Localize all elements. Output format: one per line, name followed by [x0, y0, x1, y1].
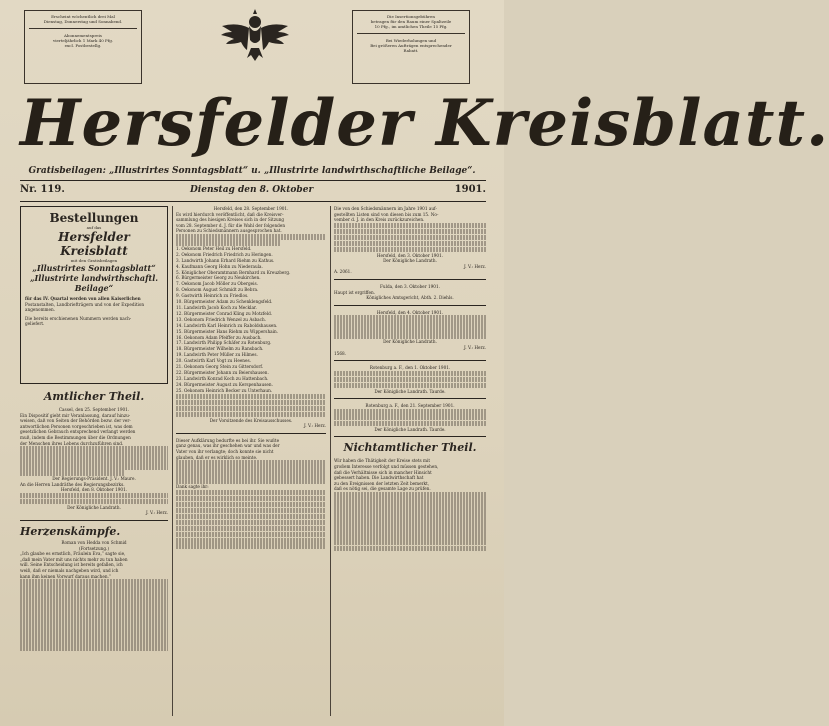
- illegible-text-line: [20, 621, 168, 627]
- notice-signature-3: Der Königliche Landrath.: [383, 339, 437, 345]
- illegible-text-line: [334, 534, 486, 540]
- notice-intro-4: Personen zu Schiedsmännern ausgesprochen hat.: [176, 228, 282, 234]
- official-signature-2: Der Königliche Landrath.: [67, 504, 121, 510]
- notice-text-2: gestellten Listen sind von diesen bis zum 15. No-: [334, 211, 439, 217]
- notice-title: Bestellungen: [49, 211, 139, 225]
- illegible-text-line: [334, 409, 486, 415]
- arbitrator-list-item: 7. Oekonom Jacob Möller zu Obergeis.: [176, 281, 258, 287]
- arbitrator-list-item: 16. Oekonom Adam Pfeiffer zu Ausbach.: [176, 334, 262, 340]
- feuilleton-continuation: (Fortsetzung.): [78, 545, 110, 551]
- subscription-info-box: [24, 10, 142, 84]
- illegible-text-line: [334, 327, 486, 333]
- supplements-line: Gratisbeilagen: „Illustrirtes Sonntagsblatt“ u. „Illustrirte landwirthschaftliche Beilage“.: [28, 166, 476, 176]
- illegible-text-line: [176, 478, 326, 484]
- official-text-4: gesetzlichen Gebrauch entsprechend verlangt werden: [20, 429, 136, 435]
- illegible-text-line: [20, 633, 168, 639]
- feuilleton-heading: Herzenskämpfe.: [20, 525, 121, 539]
- notice-dateline-3: Hersfeld, den 4. Oktober 1901.: [376, 309, 444, 315]
- illegible-text-line: [176, 466, 326, 472]
- illegible-text-line: [20, 609, 168, 615]
- notice-intro-1: Es wird hierdurch veröffentlicht, daß die Kreisver-: [176, 211, 284, 217]
- story-text-4: glauben, daß er es wirklich so meinte.: [176, 454, 258, 460]
- nonofficial-section-heading: Nichtamtlicher Theil.: [343, 441, 477, 455]
- notice-paper-name: Hersfelder Kreisblatt: [58, 230, 130, 258]
- illegible-text-line: [334, 315, 486, 321]
- notice-body-3: Die bereits erschienenen Nummern werden nach-: [25, 315, 132, 321]
- list-signature: Der Vorsitzende des Kreisausschusses.: [209, 417, 293, 423]
- feuilleton-text-5: kann ihm keinen Vorwurf daraus machen.“: [20, 573, 111, 579]
- arbitrator-list-item: 9. Gastwirth Heinrich zu Friedlos.: [176, 293, 249, 299]
- list-signature-2: J. V.: Herz.: [303, 423, 326, 429]
- publication-schedule: Erscheint wöchentlich drei Mal: [51, 14, 115, 19]
- illegible-text-line: [334, 371, 486, 377]
- notice-dateline-4: Rotenburg a. F., den 1. Oktober 1901.: [369, 365, 451, 371]
- illegible-text-line: [176, 520, 326, 526]
- notice-number-1: A. 2061.: [334, 269, 352, 275]
- arbitrator-list-item: 14. Landwirth Karl Heinrich zu Raboldshausen.: [176, 322, 278, 328]
- notice-text-1: Die von den Schiedsmännern im Jahre 1901 auf-: [334, 206, 437, 211]
- feuilleton-text-1: „Ich glaube es ernstlich, Fräulein Eva,“ sagte sie,: [20, 551, 126, 557]
- subscription-price-label: Abonnementspreis: [64, 33, 102, 38]
- notice-dateline-1: Hersfeld, den 3. Oktober 1901.: [376, 252, 444, 258]
- eagle-emblem-icon: [220, 8, 290, 64]
- illegible-text-line: [176, 400, 326, 406]
- arbitrator-list-item: 3. Landwirth Johann Erhard Riehm zu Kathus.: [176, 257, 275, 263]
- illegible-text-line: [20, 493, 168, 499]
- arbitrator-list-item: 1. Oekonom Peter Heil zu Hersfeld.: [176, 245, 252, 251]
- column-3: [334, 206, 486, 720]
- illegible-text-line: [334, 377, 486, 383]
- illegible-text-line: [20, 591, 168, 597]
- arbitrator-list-item: 10. Bürgermeister Adam zu Schenklengsfeld.: [176, 299, 273, 305]
- illegible-text-line: [20, 603, 168, 609]
- box-divider: [29, 28, 137, 29]
- illegible-text-line: [334, 516, 486, 522]
- illegible-text-line: [334, 522, 486, 528]
- illegible-text-line: [20, 579, 168, 585]
- ad-discount-word: Rabatt.: [403, 48, 419, 53]
- illegible-text-line: [334, 498, 486, 504]
- arbitrator-list-item: 5. Königlicher Oberamtmann Bernhard zu Kreuzberg.: [176, 269, 291, 275]
- bottom-rule: [20, 201, 486, 202]
- arbitrator-list-item: 25. Oekonom Heinrich Becker zu Unterhaun.: [176, 387, 273, 393]
- arbitrator-list-item: 6. Bürgermeister Georg zu Neukirchen.: [176, 275, 261, 281]
- section-divider: [334, 436, 486, 437]
- notice-body-2: angenommen.: [25, 307, 56, 313]
- top-rule: [20, 180, 486, 181]
- illegible-text-line: [176, 406, 326, 412]
- column-1: [20, 206, 168, 720]
- official-text-6: der Menschen ihres Lebens durchzuführen sind.: [20, 440, 124, 446]
- illegible-text-line: [176, 472, 326, 478]
- illegible-text-line: [334, 540, 486, 546]
- notice-text-3: vember d. J. in den Kreis zurückzureichen.: [334, 217, 425, 223]
- illegible-text-line: [176, 543, 326, 549]
- nonofficial-text-4: gebessert haben. Die Landwirthschaft hat: [334, 475, 424, 481]
- issue-year: 1901.: [454, 184, 486, 195]
- notice-body-4: geliefert.: [25, 321, 45, 327]
- story-text-3: Vater von ihr verlangte; doch konnte sie nicht: [176, 448, 274, 454]
- official-section-heading: Amtlicher Theil.: [43, 390, 145, 403]
- notice-intro-3: vom 28. September d. J. für die Wahl der folgenden: [176, 222, 286, 228]
- section-divider: [176, 433, 326, 434]
- nonofficial-text-2: großem Interesse verfolgt und müssen gestehen,: [334, 464, 439, 470]
- arbitrator-list-item: 13. Oekonom Friedrich Wenzel zu Asbach.: [176, 316, 267, 322]
- illegible-text-line: [176, 538, 326, 544]
- illegible-text-line: [176, 496, 326, 502]
- official-recipient: An die Herren Landräthe des Regierungsbezirks.: [20, 481, 125, 487]
- illegible-text-line: [20, 464, 168, 470]
- subscription-price: vierteljährlich 1 Mark 40 Pfg.: [52, 38, 114, 43]
- story-text-1: Dieser Aufklärung bedurfte es bei ihr. Sie wußte: [176, 437, 280, 443]
- official-dateline-2: Hersfeld, den 8. Oktober 1901.: [60, 487, 128, 493]
- arbitrator-list-item: 4. Kaufmann Georg Hohn zu Niederaula.: [176, 263, 263, 269]
- arbitrator-list-item: 21. Oekonom Georg Stein zu Gittersdorf.: [176, 364, 264, 370]
- issue-number: Nr. 119.: [20, 184, 65, 195]
- official-text-2: weisen, daß von Seiten der Behörden bezw. der ver-: [20, 418, 131, 424]
- illegible-text-line: [176, 508, 326, 514]
- box-divider: [357, 33, 465, 34]
- column-divider: [330, 206, 331, 716]
- story-dialogue: Dank sagte ihr:: [176, 484, 209, 490]
- arbitrator-list-item: 22. Bürgermeister Johann zu Beiershausen.: [176, 369, 269, 375]
- notice-body-1: Postanstalten, Landbriefträgern und von der Expedition: [25, 301, 145, 307]
- illegible-text-line: [20, 645, 168, 651]
- illegible-text-line: [176, 532, 326, 538]
- illegible-text-line: [334, 247, 486, 253]
- notice-supplement-2: „Illustrirte landwirthschaftl. Beilage“: [29, 273, 159, 293]
- official-dateline: Cassel, den 25. September 1901.: [58, 407, 130, 412]
- illegible-text-line: [176, 412, 326, 418]
- arbitrator-list-item: 19. Landwirth Peter Müller zu Hilmes.: [176, 352, 258, 358]
- ad-rates-line: betragen für den Raum einer Spaltzeile: [370, 19, 452, 24]
- illegible-text-line: [20, 458, 168, 464]
- illegible-text-line: [334, 333, 486, 339]
- notice-intro-2: sammlung des hiesigen Kreises sich in der Sitzung: [176, 217, 285, 223]
- feuilleton-text-4: weiß, daß er niemals nachgeben wird, und ich: [20, 567, 119, 573]
- nonofficial-text-3: daß die Verhältnisse sich in mancher Hinsicht: [334, 469, 432, 475]
- newspaper-title: Hersfelder Kreisblatt.: [20, 86, 829, 161]
- illegible-text-line: [334, 235, 486, 241]
- illegible-text-line: [334, 504, 486, 510]
- feuilleton-text-2: „daß mein Vater mit uns nichts mehr zu tun haben: [20, 556, 128, 562]
- illegible-text-line: [176, 394, 326, 400]
- illegible-text-line: [176, 490, 326, 496]
- illegible-text-line: [334, 321, 486, 327]
- illegible-text-line: [334, 383, 486, 389]
- illegible-text-line: [20, 446, 168, 452]
- column-2: [176, 206, 326, 720]
- section-divider: [334, 305, 486, 306]
- illegible-text-line: [20, 639, 168, 645]
- notice-signature-5: Der Königliche Landrath. Taurde.: [374, 426, 446, 432]
- illegible-text-line: [176, 460, 326, 466]
- illegible-text-line: [20, 499, 168, 505]
- notice-mit: mit den Gratisbeilagen: [70, 258, 118, 263]
- notice-signature-1b: J. V.: Herz.: [463, 263, 486, 269]
- arbitrator-list-item: 2. Oekonom Friedrich Friedrich zu Heringen.: [176, 251, 273, 257]
- story-text-2: ganz genau, was ihr geschehen war und was der: [176, 443, 280, 449]
- illegible-text-line: [20, 615, 168, 621]
- illegible-text-line: [20, 452, 168, 458]
- illegible-text-line: [176, 514, 326, 520]
- official-text-5: muß, indem die Bestimmungen über die Ordnungen: [20, 434, 131, 440]
- section-divider: [334, 279, 486, 280]
- ad-rates-label: Die Insertionsgebühren: [386, 14, 436, 19]
- illegible-text-line: [176, 502, 326, 508]
- notice-quarter: für das IV. Quartal werden von allen Kaiserlichen: [25, 296, 141, 301]
- arbitrator-list-item: 23. Landwirth Konrad Koch zu Hattenbach.: [176, 375, 269, 381]
- feuilleton-author: Roman von Hedda von Schmid: [61, 540, 127, 546]
- official-signature: Der Regierungs-Präsident. J. V.: Maure.: [52, 476, 136, 482]
- illegible-text-line: [334, 528, 486, 534]
- official-signature-3: J. V.: Herz.: [145, 510, 168, 516]
- advertising-info-box: [352, 10, 470, 84]
- subscription-postage: excl. Postbestellg.: [64, 43, 102, 48]
- nonofficial-text-6: daß es nötig sei, die gesamte Lage zu prüfen.: [334, 486, 431, 492]
- notice-auf: auf das: [86, 225, 102, 230]
- illegible-text-line: [334, 510, 486, 516]
- arbitrator-list-item: 12. Bürgermeister Conrad Kling zu Motzfeld.: [176, 310, 273, 316]
- subscription-notice-box: [20, 206, 168, 384]
- notice-signature-3b: J. V.: Herz.: [463, 344, 486, 350]
- arbitrator-list-item: 18. Bürgermeister Wilhelm zu Ransbach.: [176, 346, 264, 352]
- illegible-text-line: [334, 415, 486, 421]
- illegible-text-line: [334, 223, 486, 229]
- arbitrator-list-item: 24. Bürgermeister August zu Kerspenhausen.: [176, 381, 273, 387]
- arbitrator-list-item: 8. Oekonom August Schmidt zu Bebra.: [176, 287, 259, 293]
- ad-repeat-note: Bei Wiederholungen und: [385, 38, 437, 43]
- publication-days: Dienstag, Donnerstag und Sonnabend.: [43, 19, 123, 24]
- arbitrator-list-item: 17. Landwirth Philipp Schäfer zu Rotenburg.: [176, 340, 272, 346]
- issue-date: Dienstag den 8. Oktober: [190, 185, 314, 195]
- section-divider: [334, 398, 486, 399]
- dateline: [20, 184, 486, 200]
- feuilleton-text-3: will. Seine Entscheidung ist bereits gefallen, ich: [20, 562, 123, 568]
- notice-signature-2: Königliches Amtsgericht, Abth. 2. Diehls.: [366, 295, 454, 301]
- illegible-text-line: [176, 240, 281, 246]
- notice-signature-4: Der Königliche Landrath. Taurde.: [374, 388, 446, 394]
- arbitrator-list-item: 20. Gastwirth Karl Vogt zu Heenes.: [176, 358, 251, 364]
- notice-dateline-5: Rotenburg a. F., den 21. September 1901.: [365, 403, 455, 409]
- nonofficial-text-5: zu den Ereignissen der letzten Zeit bemerkt,: [334, 480, 430, 486]
- illegible-text-line: [20, 470, 124, 476]
- illegible-text-line: [176, 526, 326, 532]
- section-divider: [20, 520, 168, 521]
- notice-supplement-1: „Illustrirtes Sonntagsblatt“: [32, 263, 156, 273]
- illegible-text-line: [334, 421, 486, 427]
- arbitrator-list-item: 15. Bürgermeister Hans Riehm zu Wippershain.: [176, 328, 279, 334]
- official-text-1: Ein Dispositif giebt mir Veranlassung, darauf hinzu-: [20, 412, 131, 418]
- notice-text-4: Haupt ist ergriffen.: [334, 289, 376, 295]
- arbitrator-list: [176, 246, 326, 394]
- official-text-3: antwortlichen Personen vorgeschrieben ist, was dem: [20, 423, 133, 429]
- illegible-text-line: [20, 597, 168, 603]
- nonofficial-text-1: Wir haben die Thätigkeit der Kreise stets mit: [334, 458, 431, 464]
- ad-discount-note: Bei größeren Aufträgen entsprechender: [370, 43, 452, 48]
- notice-dateline-2: Fulda, den 3. Oktober 1901.: [380, 284, 440, 290]
- arbitrator-list-item: 11. Landwirth Jacob Koch zu Mecklar.: [176, 305, 257, 310]
- illegible-text-line: [176, 234, 326, 240]
- notice-signature-1: Der Königliche Landrath.: [383, 258, 437, 264]
- illegible-text-line: [334, 546, 486, 552]
- illegible-text-line: [20, 627, 168, 633]
- illegible-text-line: [334, 492, 486, 498]
- illegible-text-line: [334, 229, 486, 235]
- notice-number-2: 1568.: [334, 350, 346, 356]
- illegible-text-line: [334, 241, 486, 247]
- notice-dateline: Hersfeld, den 28. September 1901.: [213, 206, 289, 211]
- column-divider: [172, 206, 173, 716]
- ad-rates-official: 10 Pfg., im amtlichen Theile 15 Pfg.: [374, 24, 448, 29]
- illegible-text-line: [20, 585, 168, 591]
- section-divider: [334, 360, 486, 361]
